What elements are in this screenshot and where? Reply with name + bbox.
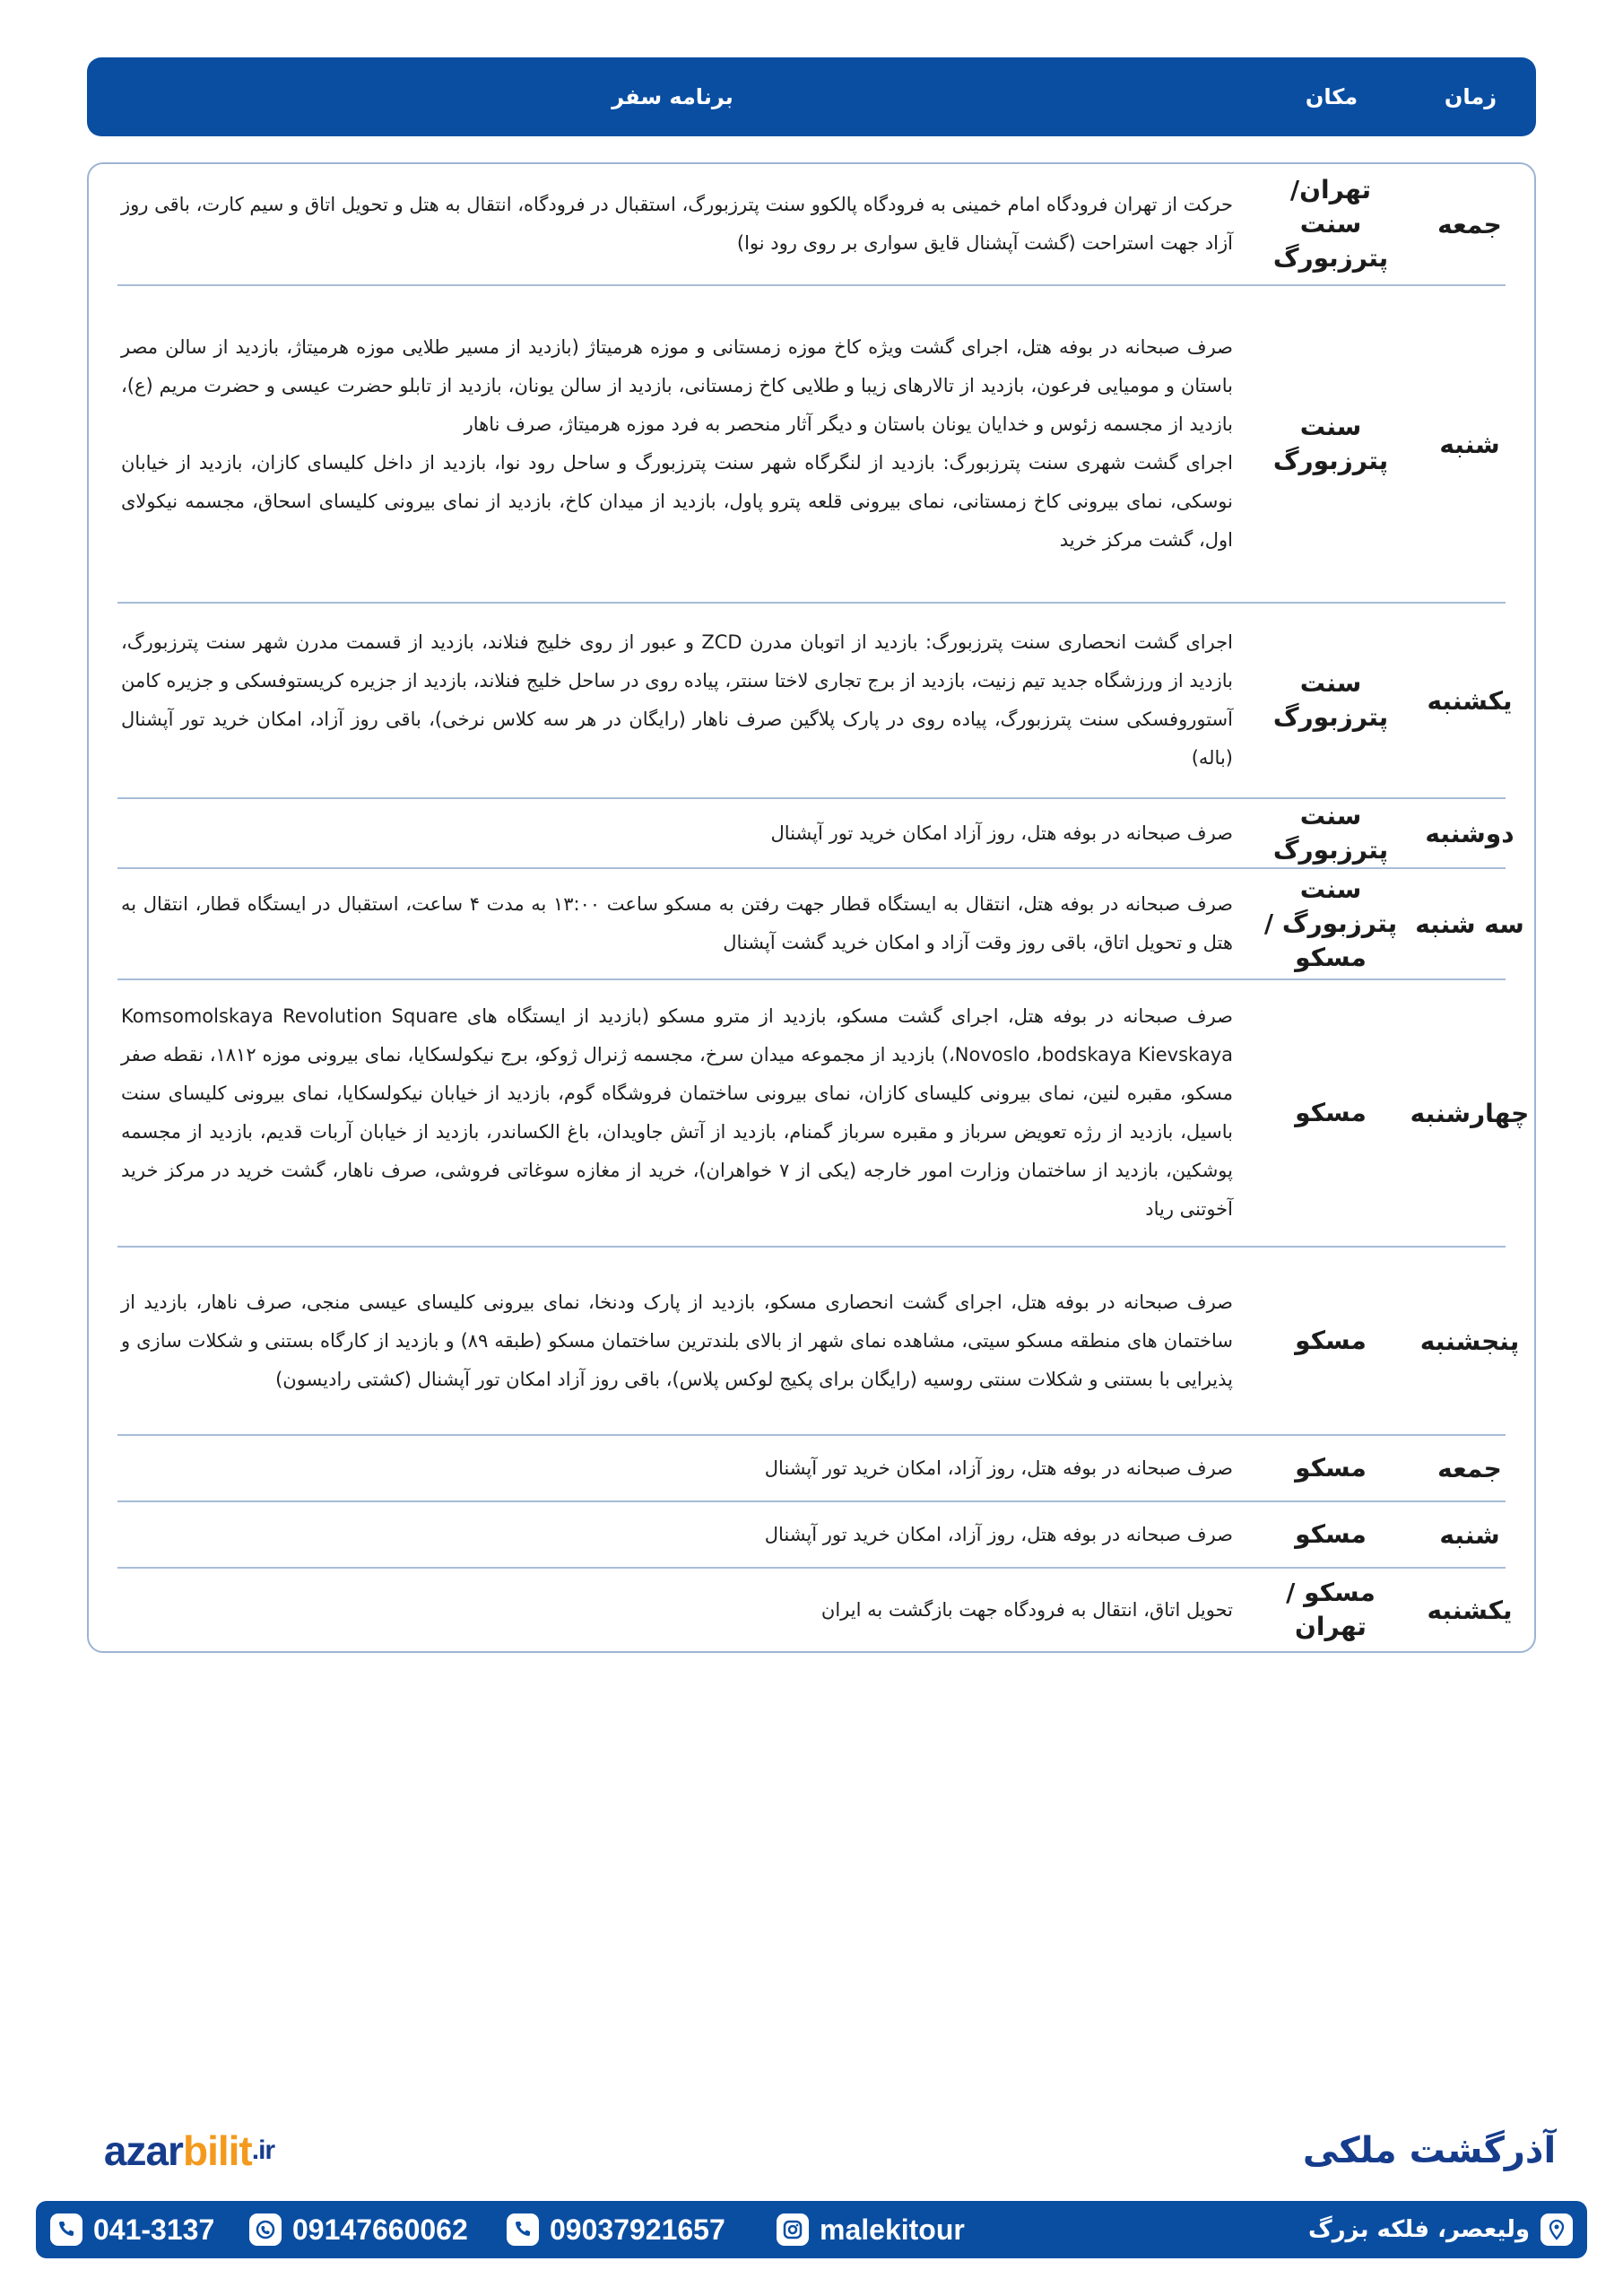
table-row	[117, 1569, 1513, 1651]
header-place: مکان	[1305, 84, 1358, 109]
table-row	[117, 799, 1515, 869]
row-place: سنت پترزبورگ	[1272, 668, 1389, 732]
phone-contact[interactable]: 041-3137	[50, 2201, 214, 2258]
table-row	[117, 980, 1530, 1248]
row-place: مسکو / تهران	[1286, 1578, 1376, 1641]
row-description: حرکت از تهران فرودگاه امام خمینی به فرودگاه پالکوو سنت پترزبورگ، استقبال در فرودگاه، انتقال به هتل و تحویل اتاق و سیم کارت، باقی روز آزاد جهت استراحت (گشت آپشنال قایق سواری بر روی رود نوا)	[121, 194, 1233, 254]
table-row	[117, 286, 1506, 604]
row-description: صرف صبحانه در بوفه هتل، روز آزاد امکان خرید تور آپشنال	[770, 822, 1233, 844]
address-contact: ولیعصر، فلکه بزرگ	[1308, 2201, 1573, 2258]
table-row	[117, 1248, 1520, 1436]
row-day: شنبه	[1439, 1519, 1500, 1550]
row-day: دوشنبه	[1425, 818, 1515, 848]
itinerary-table	[87, 162, 1536, 1653]
row-day: چهارشنبه	[1410, 1098, 1530, 1128]
whatsapp-contact[interactable]: 09147660062	[249, 2201, 468, 2258]
table-row	[117, 164, 1506, 286]
row-place: مسکو	[1295, 1098, 1367, 1128]
row-place: سنت پترزبورگ	[1272, 801, 1389, 865]
row-day: سه شنبه	[1415, 909, 1524, 939]
row-description: صرف صبحانه در بوفه هتل، اجرای گشت ویژه کاخ موزه زمستانی و موزه هرمیتاژ (بازدید از مسیر طلایی موزه هرمیتاژ، بازدید از سالن مصر باستان و مومیایی فرعون، بازدید از تالارهای زیبا و طلایی کاخ زمستانی، بازدید از سالن یونان، بازدید از تابلو حضرت عیسی و حضرت مریم (ع)، بازدید از مجسمه زئوس و خدایان یونان باستان و دیگر آثار منحصر به فرد موزه هرمیتاژ، صرف ناهار اجرای گشت شهری سنت پترزبورگ: بازدید از لنگرگاه شهر سنت پترزبورگ و ساحل رود نوا، بازدید از داخل کلیسای کازان، بازدید از خیابان نوسکی، نمای بیرونی کاخ زمستانی، نمای بیرونی قلعه پترو پاول، بازدید از میدان کاخ، بازدید از نمای بیرونی کلیسای اسحاق، مجسمه نیکولای اول، گشت مرکز خرید	[121, 336, 1233, 551]
header-time: زمان	[1444, 84, 1497, 109]
phone-icon	[50, 2213, 82, 2246]
azargasht-logo: آذرگشت ملکی	[1282, 2108, 1576, 2194]
row-day: پنجشنبه	[1419, 1326, 1520, 1356]
row-place: مسکو	[1295, 1519, 1367, 1550]
row-description: صرف صبحانه در بوفه هتل، انتقال به ایستگاه قطار جهت رفتن به مسکو ساعت ۱۳:۰۰ به مدت ۴ ساعت، استقبال در ایستگاه قطار، انتقال به هتل و تحویل اتاق، باقی روز وقت آزاد و امکان خرید گشت آپشنال	[121, 893, 1234, 953]
phone-contact-2[interactable]: 09037921657	[507, 2201, 725, 2258]
row-day: جمعه	[1437, 1453, 1502, 1483]
header-plan: برنامه سفر	[612, 84, 733, 109]
phone-icon	[507, 2213, 539, 2246]
row-place: تهران/ سنت پترزبورگ	[1272, 175, 1389, 273]
row-description: صرف صبحانه در بوفه هتل، اجرای گشت انحصاری مسکو، بازدید از پارک ودنخا، نمای بیرونی کلیسای عیسی منجی، صرف ناهار، بازدید از ساختمان های منطقه مسکو سیتی، مشاهده نمای شهر از بالای بلندترین ساختمان مسکو (طبقه ۸۹) و بازدید از کارگاه بستنی و شکلات سازی و پذیرایی با بستنی و شکلات سنتی روسیه (رایگان برای پکیج لوکس پلاس)، باقی روز آزاد امکان تور آپشنال (کشتی رادیسون)	[121, 1291, 1234, 1390]
travel-photo	[0, 1641, 1623, 2296]
row-day: جمعه	[1437, 209, 1502, 239]
table-row	[117, 869, 1524, 980]
row-place: مسکو	[1295, 1453, 1367, 1483]
row-place: مسکو	[1295, 1326, 1367, 1356]
instagram-contact[interactable]: malekitour	[777, 2201, 965, 2258]
table-row	[117, 1502, 1506, 1569]
azarbilit-logo: azar bilit .ir	[43, 2108, 335, 2194]
row-description: اجرای گشت انحصاری سنت پترزبورگ: بازدید از اتوبان مدرن ZCD و عبور از روی خلیج فنلاند، بازدید از قسمت مدرن شهر سنت پترزبورگ، بازدید از ورزشگاه جدید تیم زنیت، بازدید از برج تجاری لاختا سنتر، پیاده روی در ساحل خلیج فنلاند، بازدید از جزیره کریستوفسکی و جزیره کامن آستوروفسکی سنت پترزبورگ، پیاده روی در پارک پلاگین صرف ناهار (رایگان در هر سه کلاس نرخی)، باقی روز آزاد، امکان خرید تور آپشنال (باله)	[121, 631, 1233, 769]
row-day: شنبه	[1439, 429, 1500, 459]
whatsapp-icon	[249, 2213, 282, 2246]
row-place: سنت پترزبورگ / مسکو	[1263, 874, 1398, 972]
row-description: تحویل اتاق، انتقال به فرودگاه جهت بازگشت به ایران	[820, 1598, 1233, 1621]
row-description: صرف صبحانه در بوفه هتل، روز آزاد، امکان خرید تور آپشنال	[764, 1457, 1233, 1479]
row-description: صرف صبحانه در بوفه هتل، اجرای گشت مسکو، بازدید از مترو مسکو (بازدید از ایستگاه های Komsomolskaya Revolution Square ،Novoslo ،bodskaya Kievskaya) بازدید از مجموعه میدان سرخ، مجسمه ژنرال ژوکو، برج نیکولسکایا، نمای بیرونی موزه ۱۸۱۲، نقطه صفر مسکو، مقبره لنین، نمای بیرونی کلیسای کازان، نمای بیرونی ساختمان فروشگاه گوم، بازدید از خیابان نیکولسکایا، نمای بیرونی کلیسای سنت باسیل، بازدید از رژه تعویض سرباز و مقبره سرباز گمنام، بازدید از آتش جاویدان، باغ الکساندر، بازدید از خیابان آربات قدیم، بازدید از مجسمه پوشکین، بازدید از ساختمان وزارت امور خارجه (یکی از ۷ خواهران)، خرید از مغازه سوغاتی فروشی، صرف ناهار، گشت خرید در مرکز خرید آخوتنی ریاد	[121, 1005, 1234, 1220]
instagram-icon	[777, 2213, 809, 2246]
table-row	[117, 604, 1513, 799]
row-day: یکشنبه	[1427, 1595, 1513, 1625]
contact-bar	[36, 2201, 1587, 2258]
row-day: یکشنبه	[1427, 685, 1513, 716]
row-place: سنت پترزبورگ	[1272, 412, 1389, 475]
location-pin-icon	[1541, 2213, 1573, 2246]
table-header	[87, 57, 1536, 136]
row-description: صرف صبحانه در بوفه هتل، روز آزاد، امکان خرید تور آپشنال	[764, 1523, 1233, 1545]
table-row	[117, 1436, 1506, 1502]
